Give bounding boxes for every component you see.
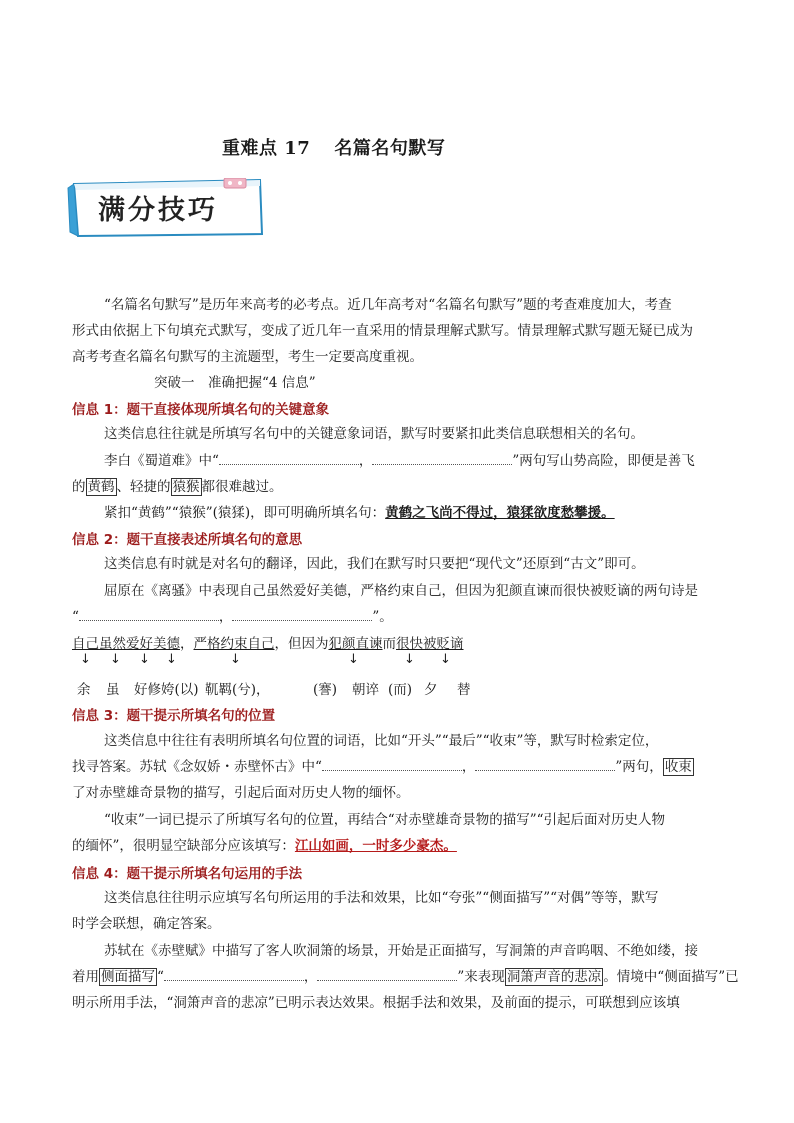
classical-word: (而) — [388, 682, 413, 698]
info2-heading: 信息 2：题干直接表述所填名句的意思 — [72, 532, 303, 548]
info1-line-4: 紧扣“黄鹤”“猿猴”(猿猱)，即可明确所填名句：黄鹤之飞尚不得过，猿猱欲度愁攀援。 — [104, 505, 615, 521]
classical-word: 靰羁(兮)， — [205, 682, 270, 698]
down-arrow-icon: ↓ — [80, 652, 91, 667]
info3-line-4: “收束”一词已提示了所填写名句的位置，再结合“对赤壁雄奇景物的描写”“引起后面对历史人物 — [104, 812, 666, 828]
intro-line-1: “名篇名句默写”是历年来高考的必考点。近几年高考对“名篇名句默写”题的考查难度加大，考查 — [104, 297, 672, 313]
clip-icon — [224, 178, 246, 188]
intro-line-2: 形式由依据上下句填充式默写，变成了近几年一直采用的情景理解式默写。情景理解式默写题无疑已成为 — [72, 323, 693, 339]
answer-text: 江山如画，一时多少豪杰。 — [294, 838, 457, 854]
down-arrow-icon: ↓ — [139, 652, 150, 667]
answer-blank[interactable] — [79, 608, 219, 621]
breakthrough-heading: 突破一 准确把握“4 信息” — [154, 375, 316, 391]
classical-word: 虽 — [106, 682, 120, 698]
title-number: 重难点 17 — [222, 138, 311, 159]
answer-blank[interactable] — [219, 452, 359, 465]
intro-line-3: 高考考查名篇名句默写的主流题型，考生一定要高度重视。 — [72, 349, 423, 365]
page-title — [222, 134, 445, 160]
info3-line-2: 找寻答案。苏轼《念奴娇・赤壁怀古》中“ ， ”两句， 收束 — [72, 759, 692, 775]
classical-word: 余 — [77, 682, 91, 698]
info3-line-3: 了对赤壁雄奇景物的描写，引起后面对历史人物的缅怀。 — [72, 785, 410, 801]
down-arrow-icon: ↓ — [348, 652, 359, 667]
keyword-box: 收束 — [664, 759, 692, 775]
info4-line-5: 明示所用手法，“洞箫声音的悲凉”已明示表达效果。根据手法和效果，及前面的提示，可联想到应该填 — [72, 995, 680, 1011]
info1-line-1: 这类信息往往就是所填写名句中的关键意象词语，默写时要紧扣此类信息联想相关的名句。 — [104, 426, 644, 442]
info1-line-3: 的 黄鹤 、轻捷的 猿猴 都很难越过。 — [72, 479, 283, 495]
keyword-box: 侧面描写 — [101, 969, 155, 985]
classical-word: (謇) — [313, 682, 338, 698]
info2-line-4: 自己虽然爱好美德，严格约束自己，但因为犯颜直谏而很快被贬谪 — [72, 636, 464, 652]
answer-blank[interactable] — [475, 758, 615, 771]
keyword-box: 猿猴 — [172, 479, 200, 495]
down-arrow-icon: ↓ — [404, 652, 415, 667]
answer-blank[interactable] — [372, 452, 512, 465]
info2-line-3: “ ， ”。 — [72, 609, 393, 625]
info3-line-5: 的缅怀”，很明显空缺部分应该填写：江山如画，一时多少豪杰。 — [72, 838, 457, 854]
answer-blank[interactable] — [232, 608, 372, 621]
answer-blank[interactable] — [322, 758, 462, 771]
classical-word: 替 — [457, 682, 471, 698]
down-arrow-icon: ↓ — [230, 652, 241, 667]
keyword-box: 洞箫声音的悲凉 — [506, 969, 602, 985]
badge-text: 满分技巧 — [98, 195, 218, 226]
info3-heading: 信息 3：题干提示所填名句的位置 — [72, 708, 276, 724]
info4-line-4: 着用 侧面描写 “ ， ”来表现 洞箫声音的悲凉 。情境中“侧面描写”已 — [72, 969, 739, 985]
info4-line-1: 这类信息往往明示应填写名句所运用的手法和效果，比如“夸张”“侧面描写”“对偶”等等，默写 — [104, 890, 659, 906]
classical-word: 夕 — [424, 682, 438, 698]
down-arrow-icon: ↓ — [166, 652, 177, 667]
answer-blank[interactable] — [164, 968, 304, 981]
info1-line-2: 李白《蜀道难》中“ ， ”两句写山势高险，即便是善飞 — [104, 453, 695, 469]
answer-text: 黄鹤之飞尚不得过，猿猱欲度愁攀援。 — [385, 505, 615, 521]
info4-heading: 信息 4：题干提示所填名句运用的手法 — [72, 866, 303, 882]
info2-line-1: 这类信息有时就是对名句的翻译，因此，我们在默写时只要把“现代文”还原到“古文”即可。 — [104, 556, 645, 572]
answer-blank[interactable] — [317, 968, 457, 981]
title-topic: 名篇名句默写 — [334, 138, 446, 159]
info3-line-1: 这类信息中往往有表明所填名句位置的词语，比如“开头”“最后”“收束”等，默写时检索定位， — [104, 733, 659, 749]
down-arrow-icon: ↓ — [440, 652, 451, 667]
info4-line-2: 时学会联想，确定答案。 — [72, 916, 221, 932]
info4-line-3: 苏轼在《赤壁赋》中描写了客人吹洞箫的场景，开始是正面描写，写洞箫的声音呜咽、不绝如缕，接 — [104, 943, 698, 959]
info1-heading: 信息 1：题干直接体现所填名句的关键意象 — [72, 402, 330, 418]
section-badge — [64, 178, 270, 240]
info2-line-2: 屈原在《离骚》中表现自己虽然爱好美德，严格约束自己，但因为犯颜直谏而很快被贬谪的两句诗是 — [104, 583, 698, 599]
down-arrow-icon: ↓ — [110, 652, 121, 667]
classical-word: 朝谇 — [352, 682, 379, 698]
classical-word: 好修姱(以) — [134, 682, 199, 698]
keyword-box: 黄鹤 — [87, 479, 115, 495]
